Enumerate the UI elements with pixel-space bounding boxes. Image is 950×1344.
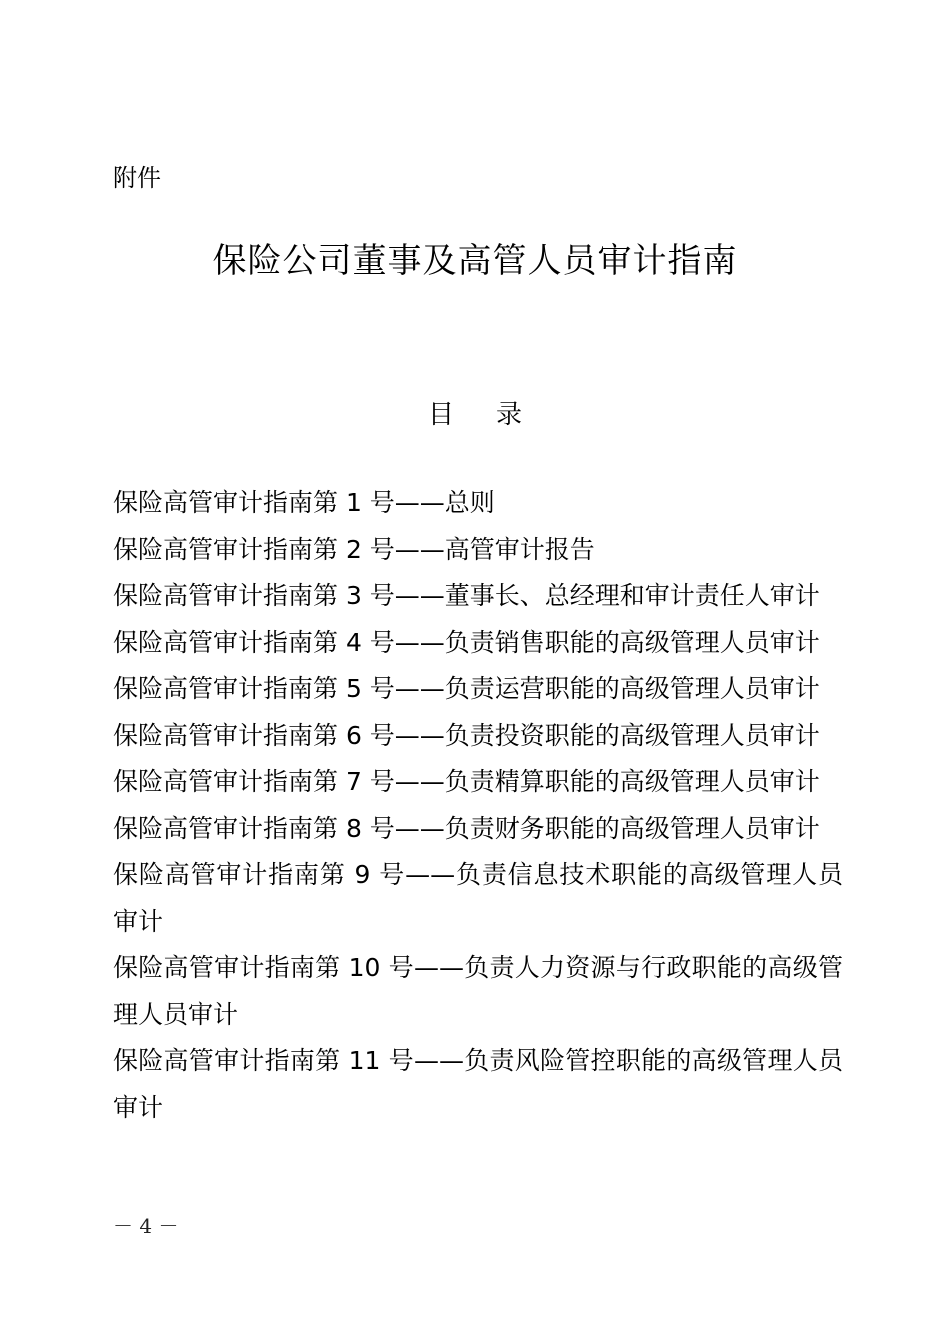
toc-item: 保险高管审计指南第 8 号——负责财务职能的高级管理人员审计: [113, 813, 820, 843]
page-number: － 4 －: [113, 1214, 179, 1238]
toc-heading: [0, 398, 950, 432]
toc-item: 保险高管审计指南第 5 号——负责运营职能的高级管理人员审计: [113, 674, 820, 703]
toc-item: 保险高管审计指南第 3 号——董事长、总经理和审计责任人审计: [113, 581, 820, 610]
toc-item: 保险高管审计指南第 7 号——负责精算职能的高级管理人员审计: [113, 767, 820, 796]
toc-heading-second-char: 录: [496, 400, 523, 430]
document-title: 保险公司董事及高管人员审计指南: [212, 241, 738, 281]
toc-item: 保险高管审计指南第 4 号——负责销售职能的高级管理人员审计: [113, 627, 820, 657]
attachment-label: 附件: [113, 164, 161, 192]
toc-item: 保险高管审计指南第 10 号——负责人力资源与行政职能的高级管理人员审计: [113, 953, 843, 1029]
toc-item: 保险高管审计指南第 6 号——负责投资职能的高级管理人员审计: [113, 720, 820, 750]
toc-item: 保险高管审计指南第 2 号——高管审计报告: [113, 534, 595, 564]
table-of-contents: [113, 480, 843, 1131]
toc-item: 保险高管审计指南第 11 号——负责风险管控职能的高级管理人员审计: [113, 1046, 843, 1122]
toc-heading-first-char: 目: [427, 400, 454, 430]
toc-item: 保险高管审计指南第 9 号——负责信息技术职能的高级管理人员审计: [113, 860, 843, 936]
toc-item: 保险高管审计指南第 1 号——总则: [113, 488, 495, 517]
